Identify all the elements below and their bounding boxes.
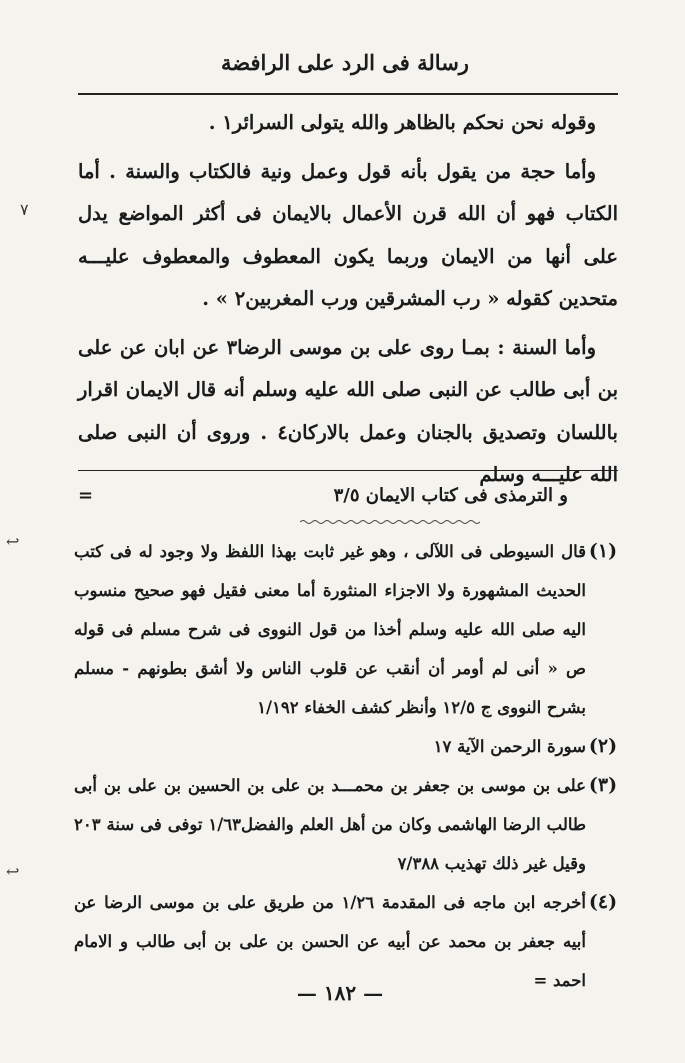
- footnote-text: أخرجه ابن ماجه فى المقدمة ١/٢٦ من طريق على بن موسى الرضا عن أبيه جعفر بن محمد عن أبيه عن الحسن بن على بن أبى طالب و الامام احمد =: [74, 893, 586, 990]
- body-paragraph-3: وأما السنة : بمـا روى على بن موسى الرضا٣ عن ابان عن على بن أبى طالب عن النبى صلى الله عليه وسلم أنه قال الايمان اقرار باللسان وتصديق بالجنان وعمل بالاركان٤ . وروى أن النبى صلى الله عليـــه وسلم: [78, 335, 618, 486]
- header-rule: [78, 93, 618, 95]
- footnote-3: [74, 766, 620, 883]
- running-header-title: رسالة فى الرد على الرافضة: [221, 50, 469, 75]
- footnote-1: [74, 532, 620, 727]
- footnote-text: قال السيوطى فى اللآلى ، وهو غير ثابت بهذا اللفظ ولا وجود له فى كتب الحديث المشهورة ولا الاجزاء المنثورة أما معنى فقيل فهو صحيح منسوب اليه صلى الله عليه وسلم أخذا من قول النووى فى شرح مسلم فى قوله ص « أنى لم أومر أن أنقب عن قلوب الناس ولا أشق بطونهم - مسلم بشرح النووى ج ١٢/٥ وأنظر كشف الخفاء ١/١٩٢: [74, 542, 586, 717]
- footnote-number: (٢): [588, 735, 618, 757]
- body-paragraph-2: وأما حجة من يقول بأنه قول وعمل ونية فالكتاب والسنة . أما الكتاب فهو أن الله قرن الأعمال بالايمان فى أكثر المواضع يدل على أنها من الايمان وربما يكون المعطوف والمعطوف عليـــه متحدين كقوله « رب المشرقين ورب المغربين٢ » .: [78, 159, 618, 310]
- footnotes: [74, 532, 620, 1000]
- margin-mark-2: ↩: [6, 532, 20, 551]
- page-number: — ١٨٢ —: [296, 981, 384, 1005]
- footnote-separator: [78, 470, 618, 471]
- carryover-text: و الترمذى فى كتاب الايمان ٣/٥: [333, 485, 568, 506]
- footnote-number: (٤): [588, 891, 618, 913]
- footnote-text: على بن موسى بن جعفر بن محمـــد بن على بن الحسين بن على بن أبى طالب الرضا الهاشمى وكان من أهل العلم والفضل١/٦٣ توفى فى سنة ٢٠٣ وقيل غير ذلك تهذيب ٧/٣٨٨: [74, 776, 587, 873]
- main-text: [78, 102, 618, 497]
- body-paragraph-1: وقوله نحن نحكم بالظاهر والله يتولى السرائر١ .: [208, 111, 596, 134]
- margin-mark-1: ٧: [20, 200, 29, 219]
- footnote-number: (٣): [588, 774, 618, 796]
- wavy-divider: [300, 519, 480, 525]
- footnote-number: (١): [588, 540, 618, 562]
- footnote-text: سورة الرحمن الآية ١٧: [433, 737, 586, 756]
- footnote-2: [74, 727, 620, 766]
- continuation-marker: =: [78, 485, 94, 506]
- margin-mark-3: ↩: [6, 862, 20, 881]
